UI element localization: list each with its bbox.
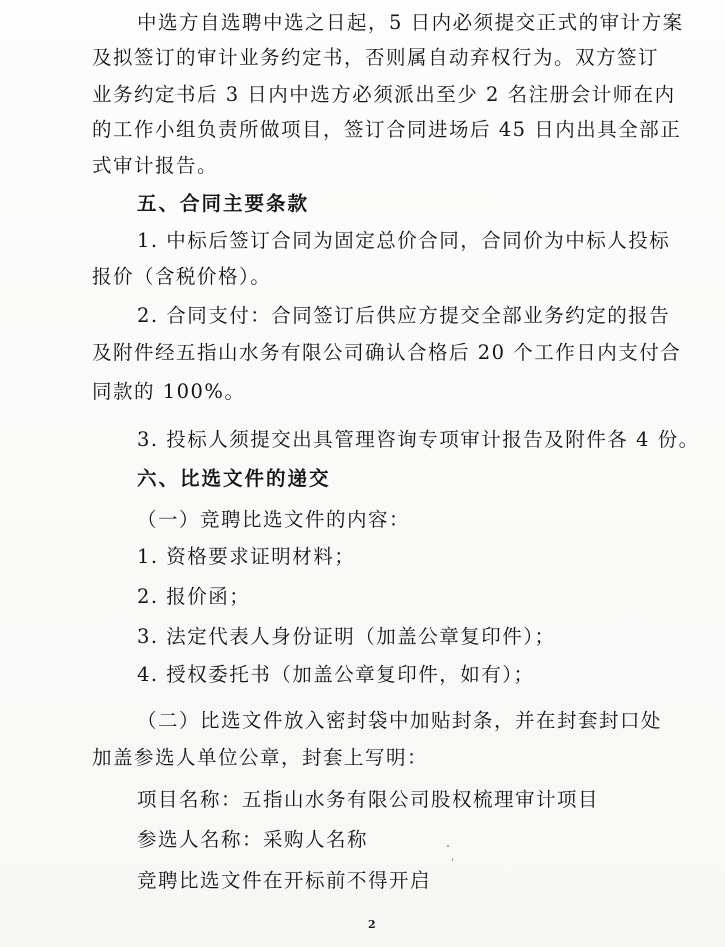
clause-2-line-3: 同款的 100%。 <box>92 380 246 403</box>
paragraph-line-2: 及拟签订的审计业务约定书，否则属自动弃权行为。双方签订 <box>92 46 660 69</box>
content-item-1: 1. 资格要求证明材料； <box>137 545 356 568</box>
envelope-project-name: 项目名称：五指山水务有限公司股权梳理审计项目 <box>137 788 600 811</box>
scan-speck <box>452 858 453 861</box>
content-item-4: 4. 授权委托书（加盖公章复印件，如有）； <box>137 663 535 686</box>
envelope-bidder-name: 参选人名称：采购人名称 <box>137 828 369 851</box>
envelope-notice: 竞聘比选文件在开标前不得开启 <box>137 869 432 892</box>
subsection-sealing-line-2: 加盖参选人单位公章，封套上写明： <box>92 746 429 769</box>
scan-speck <box>447 845 449 847</box>
section-heading-submission: 六、比选文件的递交 <box>137 467 331 490</box>
clause-2-line-2: 及附件经五指山水务有限公司确认合格后 20 个工作日内支付合 <box>92 341 682 364</box>
paragraph-line-3: 业务约定书后 3 日内中选方必须派出至少 2 名注册会计师在内 <box>92 83 676 106</box>
clause-1-line-2: 报价（含税价格）。 <box>92 265 272 288</box>
page-number: 2 <box>368 918 376 931</box>
clause-2-line-1: 2. 合同支付：合同签订后供应方提交全部业务约定的报告 <box>137 304 671 327</box>
paragraph-line-4: 的工作小组负责所做项目，签订合同进场后 45 日内出具全部正 <box>92 118 682 141</box>
clause-1-line-1: 1. 中标后签订合同为固定总价合同，合同价为中标人投标 <box>137 229 671 252</box>
subsection-contents: （一）竞聘比选文件的内容： <box>137 508 411 531</box>
clause-3-line-1: 3. 投标人须提交出具管理咨询专项审计报告及附件各 4 份。 <box>137 428 700 451</box>
content-item-2: 2. 报价函； <box>137 585 251 608</box>
subsection-sealing-line-1: （二）比选文件放入密封袋中加贴封条，并在封套封口处 <box>137 709 663 732</box>
section-heading-contract-terms: 五、合同主要条款 <box>137 192 310 215</box>
paragraph-line-1: 中选方自选聘中选之日起，5 日内必须提交正式的审计方案 <box>137 11 684 34</box>
content-item-3: 3. 法定代表人身份证明（加盖公章复印件）； <box>137 625 556 648</box>
paragraph-line-5: 式审计报告。 <box>92 154 219 177</box>
